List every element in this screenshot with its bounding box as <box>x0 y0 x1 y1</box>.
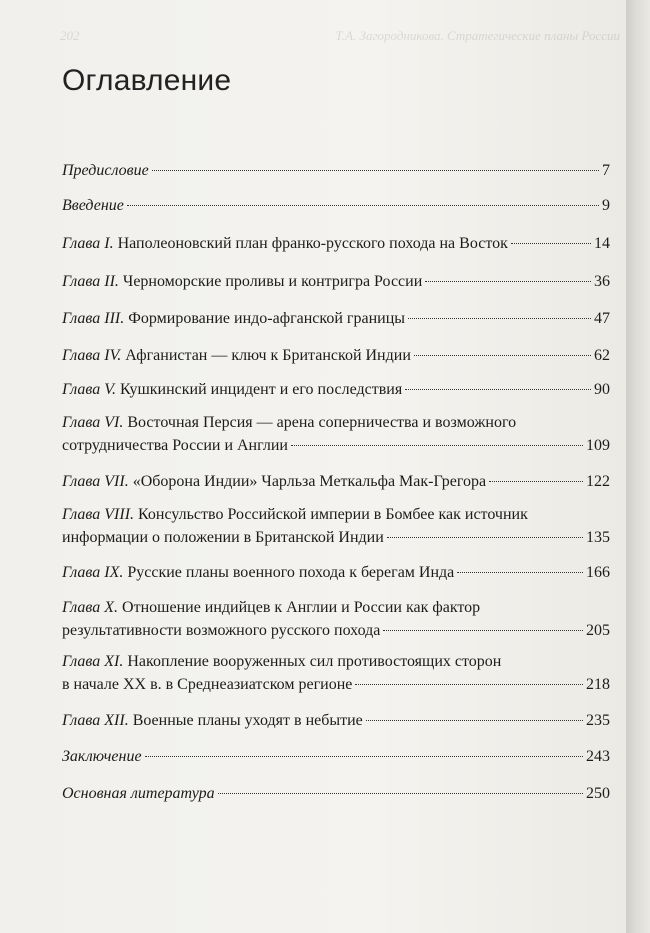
toc-entry-bibliography[interactable] <box>62 781 610 804</box>
toc-entry-title-continued: в начале XX в. в Среднеазиатском регионе <box>62 676 353 693</box>
toc-entry-page: 205 <box>586 622 610 639</box>
leader-dots <box>145 740 583 757</box>
leader-dots <box>355 668 583 685</box>
toc-entry-chapter-1[interactable] <box>62 231 610 254</box>
toc-entry-introduction[interactable] <box>62 193 610 216</box>
toc-entry-title: Афганистан — ключ к Британской Индии <box>125 347 411 364</box>
toc-entry-title: Консульство Российской империи в Бомбее как источник <box>138 506 528 523</box>
toc-entry-page: 7 <box>602 162 610 179</box>
leader-dots <box>152 154 599 171</box>
toc-entry-label: Глава III. <box>62 310 125 327</box>
toc-entry-label: Глава II. <box>62 273 119 290</box>
toc-entry-label: Глава X. <box>62 599 119 616</box>
leader-dots <box>218 777 583 794</box>
toc-entry-label: Глава V. <box>62 381 116 398</box>
toc-entry-label: Глава XI. <box>62 653 124 670</box>
leader-dots <box>405 373 591 390</box>
toc-entry-title: Черноморские проливы и контригра России <box>122 273 423 290</box>
toc-entry-page: 122 <box>586 473 610 490</box>
leader-dots <box>387 521 583 538</box>
toc-entry-chapter-11[interactable] <box>62 652 610 695</box>
toc-entry-title: Накопление вооруженных сил противостоящих сторон <box>127 653 502 670</box>
toc-entry-page: 135 <box>586 529 610 546</box>
toc-entry-title: Наполеоновский план франко-русского похода на Восток <box>117 235 508 252</box>
toc-entry-title-continued: результативности возможного русского похода <box>62 622 381 639</box>
toc-entry-page: 47 <box>594 310 610 327</box>
toc-entry-title: Русские планы военного похода к берегам Инда <box>127 564 455 581</box>
toc-entry-title: «Оборона Индии» Чарльза Меткальфа Мак-Грегора <box>132 473 487 490</box>
toc-entry-page: 243 <box>586 748 610 765</box>
leader-dots <box>291 429 583 446</box>
toc-entry-label: Глава VIII. <box>62 506 135 523</box>
toc-entry-page: 250 <box>586 785 610 802</box>
toc-entry-chapter-7[interactable] <box>62 469 610 492</box>
toc-entry-chapter-3[interactable] <box>62 306 610 329</box>
toc-entry-title-continued: информации о положении в Британской Индии <box>62 529 384 546</box>
leader-dots <box>425 265 591 282</box>
toc-entry-chapter-9[interactable] <box>62 560 610 583</box>
toc-entry-label: Глава IX. <box>62 564 124 581</box>
toc-entry-label: Глава VI. <box>62 414 124 431</box>
toc-entry-page: 62 <box>594 347 610 364</box>
toc-entry-label: Глава I. <box>62 235 114 252</box>
toc-entry-chapter-8[interactable] <box>62 505 610 548</box>
toc-entry-title-continued: сотрудничества России и Англии <box>62 437 288 454</box>
toc-entry-label: Глава IV. <box>62 347 122 364</box>
toc-entry-page: 235 <box>586 712 610 729</box>
toc-entry-title: Кушкинский инцидент и его последствия <box>119 381 403 398</box>
toc-entry-conclusion[interactable] <box>62 744 610 767</box>
running-header-bleedthrough <box>60 28 620 44</box>
toc-entry-title: Отношение индийцев к Англии и России как фактор <box>122 599 481 616</box>
toc-entry-chapter-6[interactable] <box>62 413 610 456</box>
leader-dots <box>408 302 591 319</box>
toc-entry-page: 166 <box>586 564 610 581</box>
toc-entry-label: Предисловие <box>62 162 149 179</box>
toc-entry-page: 36 <box>594 273 610 290</box>
toc-entry-title: Формирование индо-афганской границы <box>128 310 406 327</box>
toc-entry-page: 14 <box>594 235 610 252</box>
toc-entry-label: Заключение <box>62 748 142 765</box>
toc-entry-preface[interactable] <box>62 158 610 181</box>
toc-entry-chapter-5[interactable] <box>62 377 610 400</box>
toc-entry-page: 9 <box>602 197 610 214</box>
toc-entry-label: Основная литература <box>62 785 215 802</box>
toc-entry-title: Восточная Персия — арена соперничества и возможного <box>127 414 517 431</box>
toc-entry-page: 218 <box>586 676 610 693</box>
toc-entry-chapter-4[interactable] <box>62 343 610 366</box>
running-header-text: Т.А. Загородникова. Стратегические планы России <box>335 28 620 43</box>
leader-dots <box>489 465 583 482</box>
leader-dots <box>457 556 583 573</box>
running-header-page-number: 202 <box>60 28 80 43</box>
leader-dots <box>366 704 583 721</box>
toc-entry-label: Глава VII. <box>62 473 129 490</box>
leader-dots <box>511 227 591 244</box>
book-gutter-shadow <box>626 0 650 933</box>
toc-entry-chapter-10[interactable] <box>62 598 610 641</box>
toc-entry-chapter-12[interactable] <box>62 708 610 731</box>
leader-dots <box>127 189 599 206</box>
toc-entry-page: 90 <box>594 381 610 398</box>
toc-entry-chapter-2[interactable] <box>62 269 610 292</box>
toc-entry-label: Введение <box>62 197 124 214</box>
toc-entry-label: Глава XII. <box>62 712 129 729</box>
toc-entry-title: Военные планы уходят в небытие <box>132 712 363 729</box>
leader-dots <box>383 614 583 631</box>
page-title: Оглавление <box>62 64 232 97</box>
leader-dots <box>414 339 591 356</box>
toc-entry-page: 109 <box>586 437 610 454</box>
